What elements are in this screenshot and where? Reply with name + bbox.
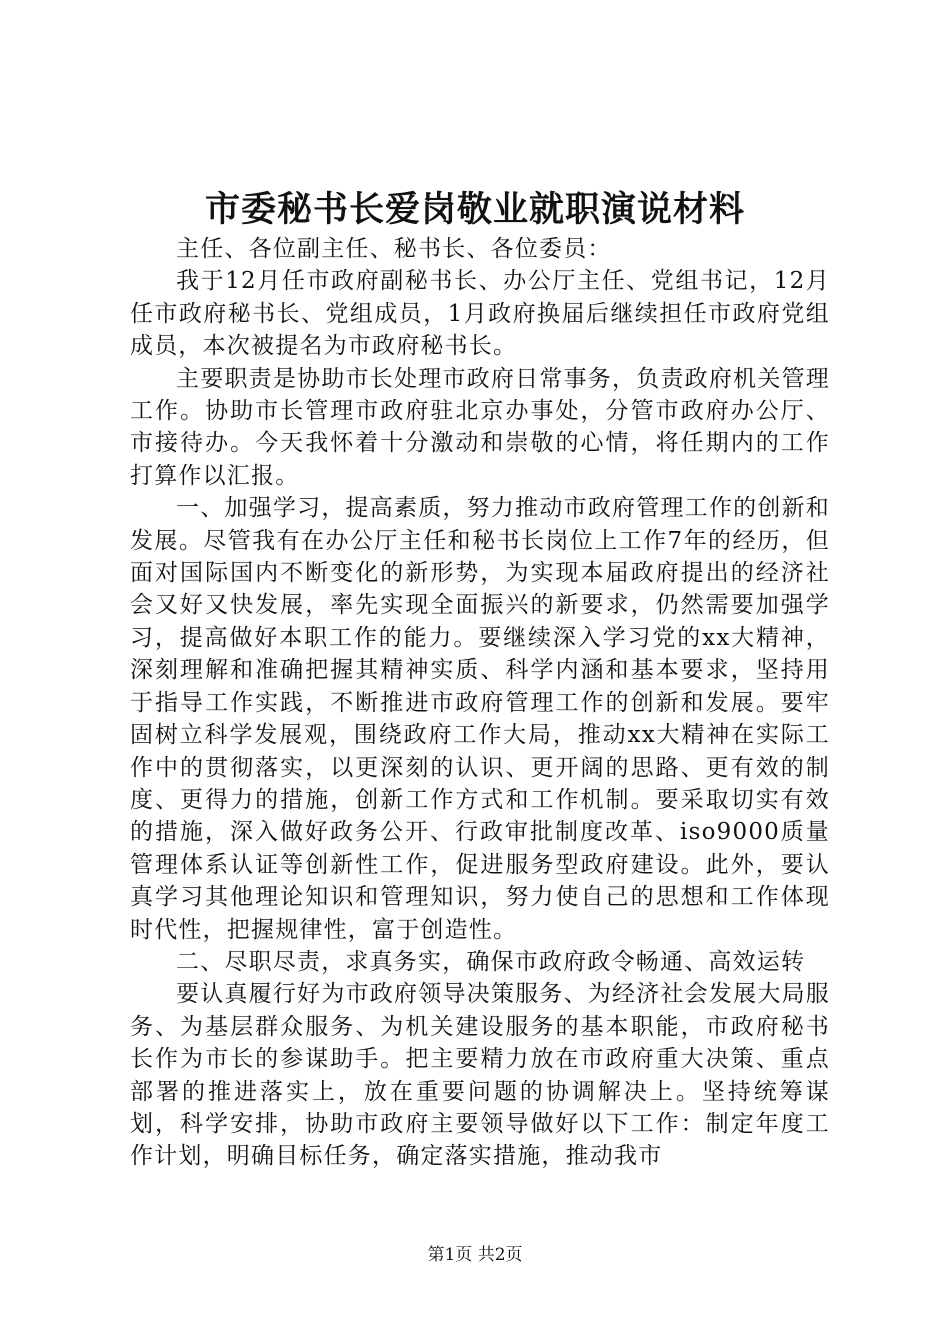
document-title: 市委秘书长爱岗敬业就职演说材料 bbox=[204, 189, 745, 230]
body-paragraph: 我于12月任市政府副秘书长、办公厅主任、党组书记，12月任市政府秘书长、党组成员，1月政府换届后继续担任市政府党组成员，本次被提名为市政府秘书长。 bbox=[130, 268, 830, 360]
document-body bbox=[130, 233, 830, 1173]
page-number-footer: 第1页 共2页 bbox=[427, 1245, 523, 1265]
section-heading-paragraph: 二、尽职尽责，求真务实，确保市政府政令畅通、高效运转 bbox=[176, 948, 806, 975]
body-paragraph: 要认真履行好为市政府领导决策服务、为经济社会发展大局服务、为基层群众服务、为机关建设服务的基本职能，市政府秘书长作为市长的参谋助手。把主要精力放在市政府重大决策、重点部署的推进落实上，放在重要问题的协调解决上。坚持统筹谋划，科学安排，协助市政府主要领导做好以下工作：制定年度工作计划，明确目标任务，确定落实措施，推动我市 bbox=[130, 981, 830, 1170]
body-paragraph: 一、加强学习，提高素质，努力推动市政府管理工作的创新和发展。尽管我有在办公厅主任和秘书长岗位上工作7年的经历，但面对国际国内不断变化的新形势，为实现本届政府提出的经济社会又好又快发展，率先实现全面振兴的新要求，仍然需要加强学习，提高做好本职工作的能力。要继续深入学习党的xx大精神，深刻理解和准确把握其精神实质、科学内涵和基本要求，坚持用于指导工作实践，不断推进市政府管理工作的创新和发展。要牢固树立科学发展观，围绕政府工作大局，推动xx大精神在实际工作中的贯彻落实，以更深刻的认识、更开阔的思路、更有效的制度、更得力的措施，创新工作方式和工作机制。要采取切实有效的措施，深入做好政务公开、行政审批制度改革、iso9000质量管理体系认证等创新性工作，促进服务型政府建设。此外，要认真学习其他理论知识和管理知识，努力使自己的思想和工作体现时代性，把握规律性，富于创造性。 bbox=[130, 495, 830, 943]
body-paragraph: 主要职责是协助市长处理市政府日常事务，负责政府机关管理工作。协助市长管理市政府驻北京办事处，分管市政府办公厅、市接待办。今天我怀着十分激动和崇敬的心情，将任期内的工作打算作以汇报。 bbox=[130, 365, 830, 489]
salutation-paragraph: 主任、各位副主任、秘书长、各位委员： bbox=[176, 236, 612, 262]
